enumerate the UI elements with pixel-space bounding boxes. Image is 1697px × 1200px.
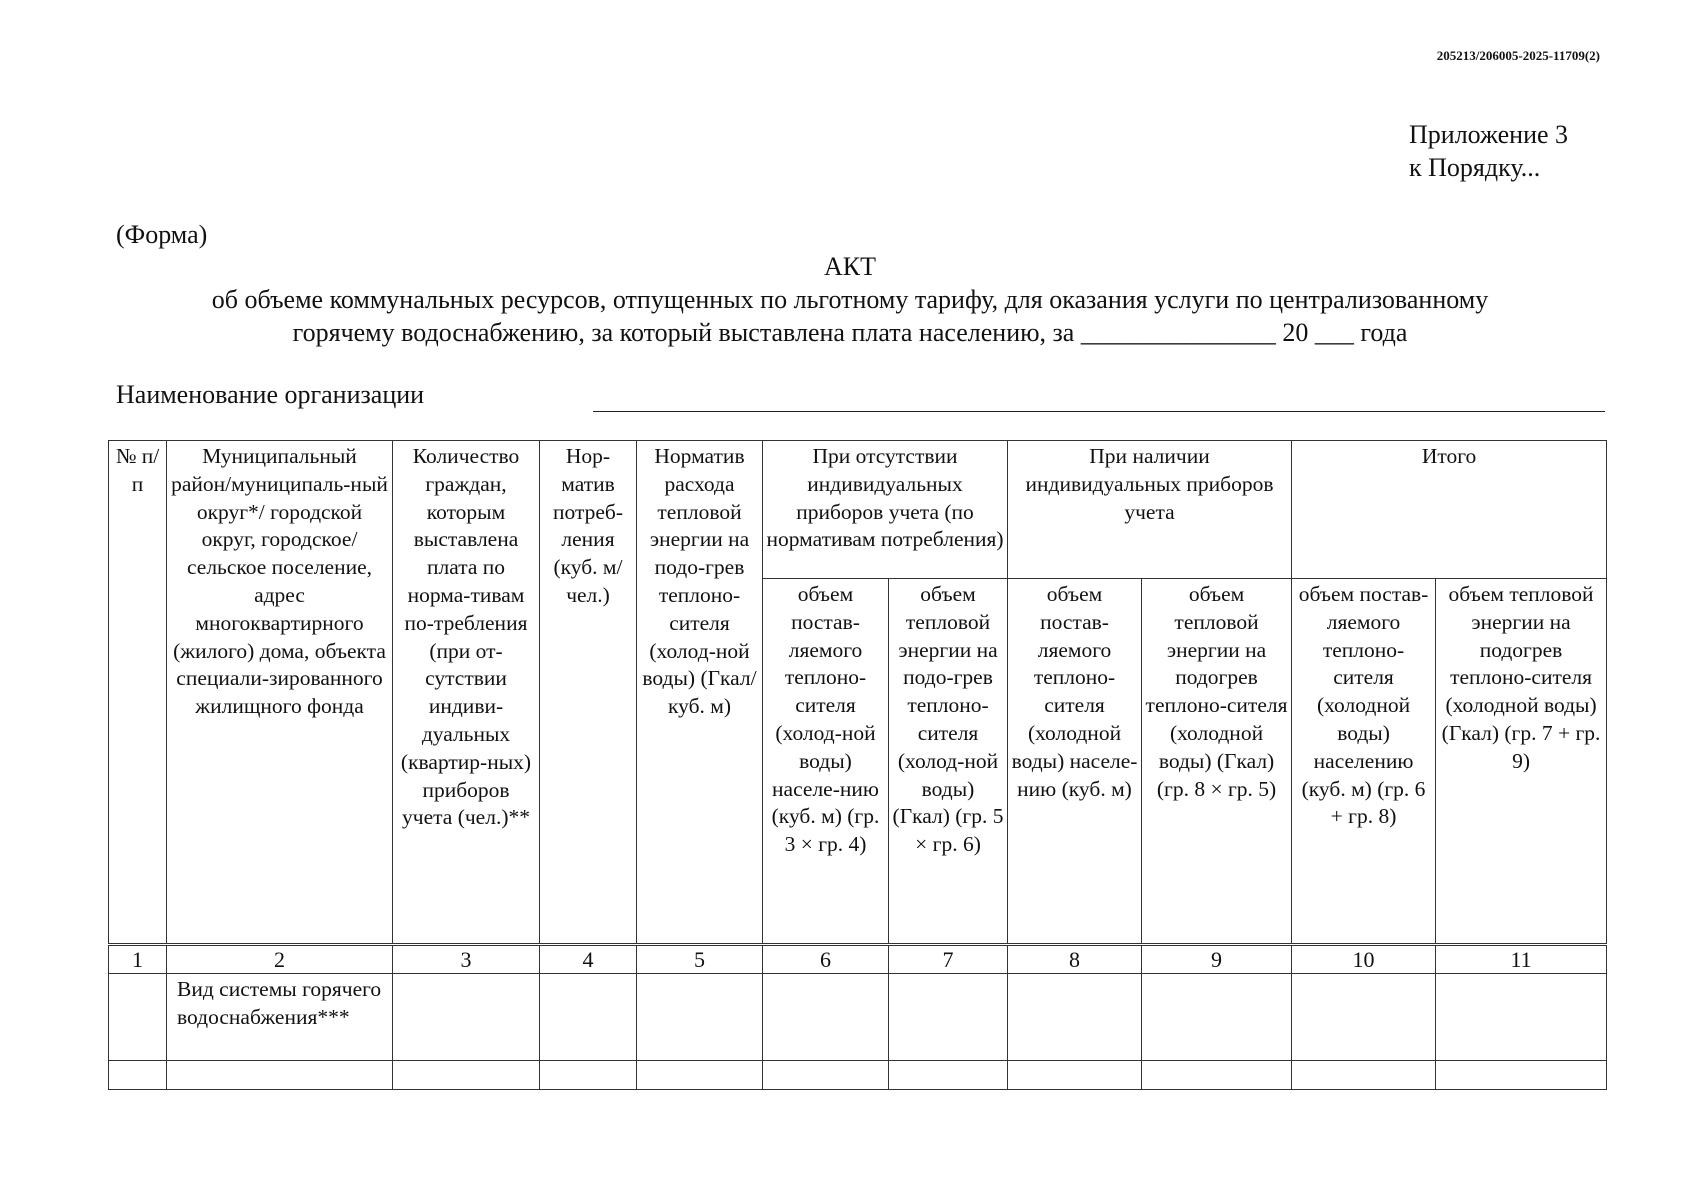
column-number-cell: 7 [889, 945, 1008, 974]
act-table [108, 440, 1607, 1090]
header-col-10: объем постав-ляемого теплоно-сителя (холодной воды) населению (куб. м) (гр. 6 + гр. 8) [1292, 579, 1436, 945]
header-col-8: объем постав-ляемого теплоно-сителя (холодной воды) населе-нию (куб. м) [1008, 579, 1142, 945]
table-cell[interactable] [1292, 1061, 1436, 1090]
table-cell[interactable] [1008, 974, 1142, 1061]
table-row [109, 1061, 1607, 1090]
title-line-3: горячему водоснабжению, за который выставлена плата населению, за _______________ 20 ___ года [292, 318, 1408, 347]
column-number-cell: 10 [1292, 945, 1436, 974]
title-line-1: АКТ [824, 252, 876, 281]
column-number-cell: 9 [1142, 945, 1292, 974]
table-cell[interactable] [1292, 974, 1436, 1061]
header-col-2: Муниципальный район/муниципаль-ный округ*/ городской округ, городское/сельское поселение, адрес многоквартирного (жилого) дома, объекта специали-зированного жилищного фонда [167, 441, 393, 945]
table-cell[interactable] [637, 1061, 763, 1090]
column-number-cell: 2 [167, 945, 393, 974]
table-cell[interactable] [637, 974, 763, 1061]
table-cell[interactable] [540, 1061, 637, 1090]
table-cell[interactable] [763, 974, 889, 1061]
row-label-hot-water-system: Вид системы горячего водоснабжения*** [167, 974, 393, 1061]
column-number-cell: 4 [540, 945, 637, 974]
table-cell[interactable] [1436, 974, 1607, 1061]
form-label: (Форма) [116, 220, 208, 249]
appendix-line-2: к Порядку... [1409, 153, 1541, 182]
table-cell[interactable] [1142, 1061, 1292, 1090]
table-cell[interactable] [1142, 974, 1292, 1061]
organization-name-line[interactable] [593, 411, 1605, 412]
table-cell[interactable] [889, 974, 1008, 1061]
table-cell[interactable] [1008, 1061, 1142, 1090]
header-group-total: Итого [1292, 441, 1607, 579]
table-cell[interactable] [167, 1061, 393, 1090]
header-row-1 [109, 441, 1607, 579]
table-cell[interactable] [393, 1061, 540, 1090]
document-id: 205213/206005-2025-11709(2) [1436, 48, 1600, 63]
table-cell[interactable] [763, 1061, 889, 1090]
header-col-11: объем тепловой энергии на подогрев теплоно-сителя (холодной воды) (Гкал) (гр. 7 + гр. 9) [1436, 579, 1607, 945]
column-number-cell: 8 [1008, 945, 1142, 974]
table-cell[interactable] [109, 1061, 167, 1090]
table-cell[interactable] [393, 974, 540, 1061]
column-number-cell: 11 [1436, 945, 1607, 974]
organization-label: Наименование организации [116, 380, 425, 409]
column-number-cell: 1 [109, 945, 167, 974]
table-cell[interactable] [109, 974, 167, 1061]
header-col-4: Нор-матив потреб-ления (куб. м/ чел.) [540, 441, 637, 945]
table-cell[interactable] [1436, 1061, 1607, 1090]
header-col-1: № п/п [109, 441, 167, 945]
appendix-line-1: Приложение 3 [1409, 120, 1569, 149]
header-group-with-meters: При наличии индивидуальных приборов учета [1008, 441, 1292, 579]
column-number-cell: 6 [763, 945, 889, 974]
appendix-note [1409, 118, 1568, 184]
header-col-5: Норматив расхода тепловой энергии на подо-грев теплоно-сителя (холод-ной воды) (Гкал/ куб. м) [637, 441, 763, 945]
header-col-9: объем тепловой энергии на подогрев теплоно-сителя (холодной воды) (Гкал) (гр. 8 × гр. 5) [1142, 579, 1292, 945]
act-table-wrapper [108, 440, 1606, 1090]
table-cell[interactable] [889, 1061, 1008, 1090]
table-row [109, 974, 1607, 1061]
column-number-cell: 5 [637, 945, 763, 974]
column-numbers-row [109, 945, 1607, 974]
header-col-3: Количество граждан, которым выставлена плата по норма-тивам по-требления (при от-сутствии индиви-дуальных (квартир-ных) приборов учета (чел.)** [393, 441, 540, 945]
header-group-no-meters: При отсутствии индивидуальных приборов учета (по нормативам потребления) [763, 441, 1008, 579]
table-cell[interactable] [540, 974, 637, 1061]
column-number-cell: 3 [393, 945, 540, 974]
header-col-7: объем тепловой энергии на подо-грев теплоно-сителя (холод-ной воды) (Гкал) (гр. 5 × гр. 6) [889, 579, 1008, 945]
title-line-2: об объеме коммунальных ресурсов, отпущенных по льготному тарифу, для оказания услуги по централизованному [211, 285, 1489, 314]
header-col-6: объем постав-ляемого теплоно-сителя (холод-ной воды) населе-нию (куб. м) (гр. 3 × гр. 4) [763, 579, 889, 945]
document-title [150, 250, 1550, 349]
